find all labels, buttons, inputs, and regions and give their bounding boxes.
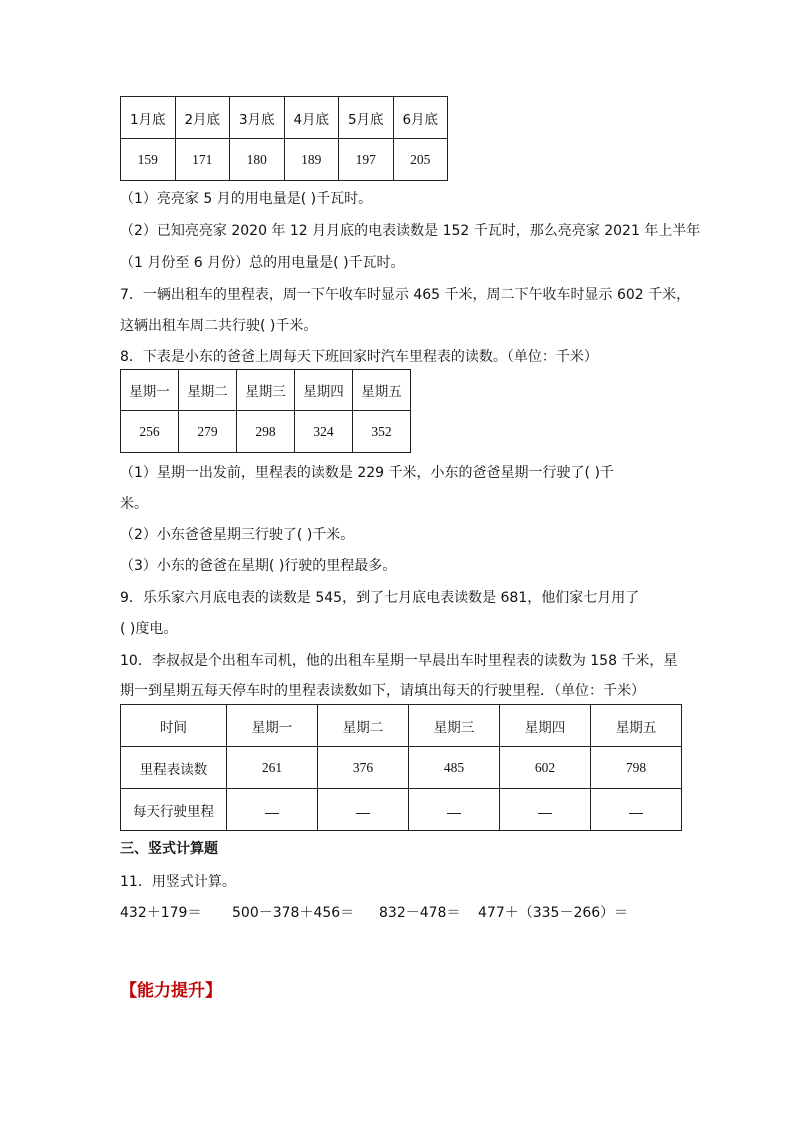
table-cell: 星期三 (409, 705, 500, 747)
answer-blank-cell[interactable] (591, 789, 682, 831)
table-cell: 星期五 (353, 370, 411, 411)
table-cell: 星期二 (318, 705, 409, 747)
answer-blank-cell[interactable] (227, 789, 318, 831)
table-cell: 3月底 (230, 97, 285, 139)
table-cell: 279 (179, 411, 237, 453)
table-cell: 星期一 (121, 370, 179, 411)
table-header-row (121, 370, 411, 411)
q7-line2: 这辆出租车周二共行驶( )千米。 (120, 318, 318, 334)
table-header-row (121, 97, 448, 139)
table-cell: 324 (295, 411, 353, 453)
table-cell: 159 (121, 139, 176, 181)
q6-part2-line2: （1 月份至 6 月份）总的用电量是( )千瓦时。 (120, 255, 405, 271)
answer-blank-cell[interactable] (318, 789, 409, 831)
table-cell: 602 (500, 747, 591, 789)
q6-part2-line1: （2）已知亮亮家 2020 年 12 月月底的电表读数是 152 千瓦时，那么亮亮家 2021 年上半年 (120, 223, 701, 239)
monthly-meter-table (120, 96, 448, 181)
table-cell: 每天行驶里程 (121, 789, 227, 831)
q9-line1: 9．乐乐家六月底电表的读数是 545，到了七月底电表读数是 681，他们家七月用了 (120, 590, 640, 606)
table-row (121, 789, 682, 831)
table-cell: 180 (230, 139, 285, 181)
table-cell: 时间 (121, 705, 227, 747)
table-cell: 星期四 (500, 705, 591, 747)
calc-expression: 432＋179＝ (120, 905, 202, 921)
table-cell: 376 (318, 747, 409, 789)
q10-line2: 期一到星期五每天停车时的里程表读数如下，请填出每天的行驶里程．（单位：千米） (120, 683, 645, 699)
table-row (121, 411, 411, 453)
table-cell: 星期五 (591, 705, 682, 747)
table-cell: 1月底 (121, 97, 176, 139)
q8-title: 8．下表是小东的爸爸上周每天下班回家时汽车里程表的读数。（单位：千米） (120, 349, 598, 365)
q8-part3: （3）小东的爸爸在星期( )行驶的里程最多。 (120, 558, 397, 574)
table-cell: 298 (237, 411, 295, 453)
q11-title: 11．用竖式计算。 (120, 874, 236, 890)
table-cell: 星期一 (227, 705, 318, 747)
table-cell: 352 (353, 411, 411, 453)
table-cell: 205 (393, 139, 448, 181)
table-cell: 171 (175, 139, 230, 181)
answer-blank-cell[interactable] (409, 789, 500, 831)
table-cell: 星期四 (295, 370, 353, 411)
q8-part1-line2: 米。 (120, 496, 148, 512)
table-cell: 261 (227, 747, 318, 789)
table-cell: 里程表读数 (121, 747, 227, 789)
table-row (121, 139, 448, 181)
table-cell: 2月底 (175, 97, 230, 139)
q7-line1: 7．一辆出租车的里程表，周一下午收车时显示 465 千米，周二下午收车时显示 602 千米， (120, 287, 691, 303)
answer-blank (629, 805, 643, 814)
table-cell: 189 (284, 139, 339, 181)
table-cell: 4月底 (284, 97, 339, 139)
table-row (121, 747, 682, 789)
table-cell: 5月底 (339, 97, 394, 139)
q9-line2: ( )度电。 (120, 621, 178, 637)
table-cell: 星期三 (237, 370, 295, 411)
table-header-row (121, 705, 682, 747)
table-cell: 256 (121, 411, 179, 453)
q10-line1: 10．李叔叔是个出租车司机，他的出租车星期一早晨出车时里程表的读数为 158 千米，星 (120, 653, 678, 669)
calc-expression: 500－378＋456＝ (232, 905, 355, 921)
answer-blank-cell[interactable] (500, 789, 591, 831)
table-cell: 798 (591, 747, 682, 789)
answer-blank (538, 805, 552, 814)
answer-blank (356, 805, 370, 814)
answer-blank (447, 805, 461, 814)
q8-part1-line1: （1）星期一出发前，里程表的读数是 229 千米，小东的爸爸星期一行驶了( )千 (120, 465, 614, 481)
table-cell: 星期二 (179, 370, 237, 411)
table-cell: 6月底 (393, 97, 448, 139)
section-heading: 三、竖式计算题 (120, 841, 218, 857)
calc-expression: 477＋（335－266）＝ (478, 905, 629, 921)
calc-expressions (0, 902, 794, 922)
q8-part2: （2）小东爸爸星期三行驶了( )千米。 (120, 527, 355, 543)
calc-expression: 832－478＝ (379, 905, 461, 921)
q6-part1: （1）亮亮家 5 月的用电量是( )千瓦时。 (120, 191, 373, 207)
answer-blank (265, 805, 279, 814)
table-cell: 485 (409, 747, 500, 789)
weekly-odometer-table (120, 369, 411, 453)
ability-heading: 【能力提升】 (120, 981, 222, 1001)
table-cell: 197 (339, 139, 394, 181)
daily-mileage-table (120, 704, 682, 831)
